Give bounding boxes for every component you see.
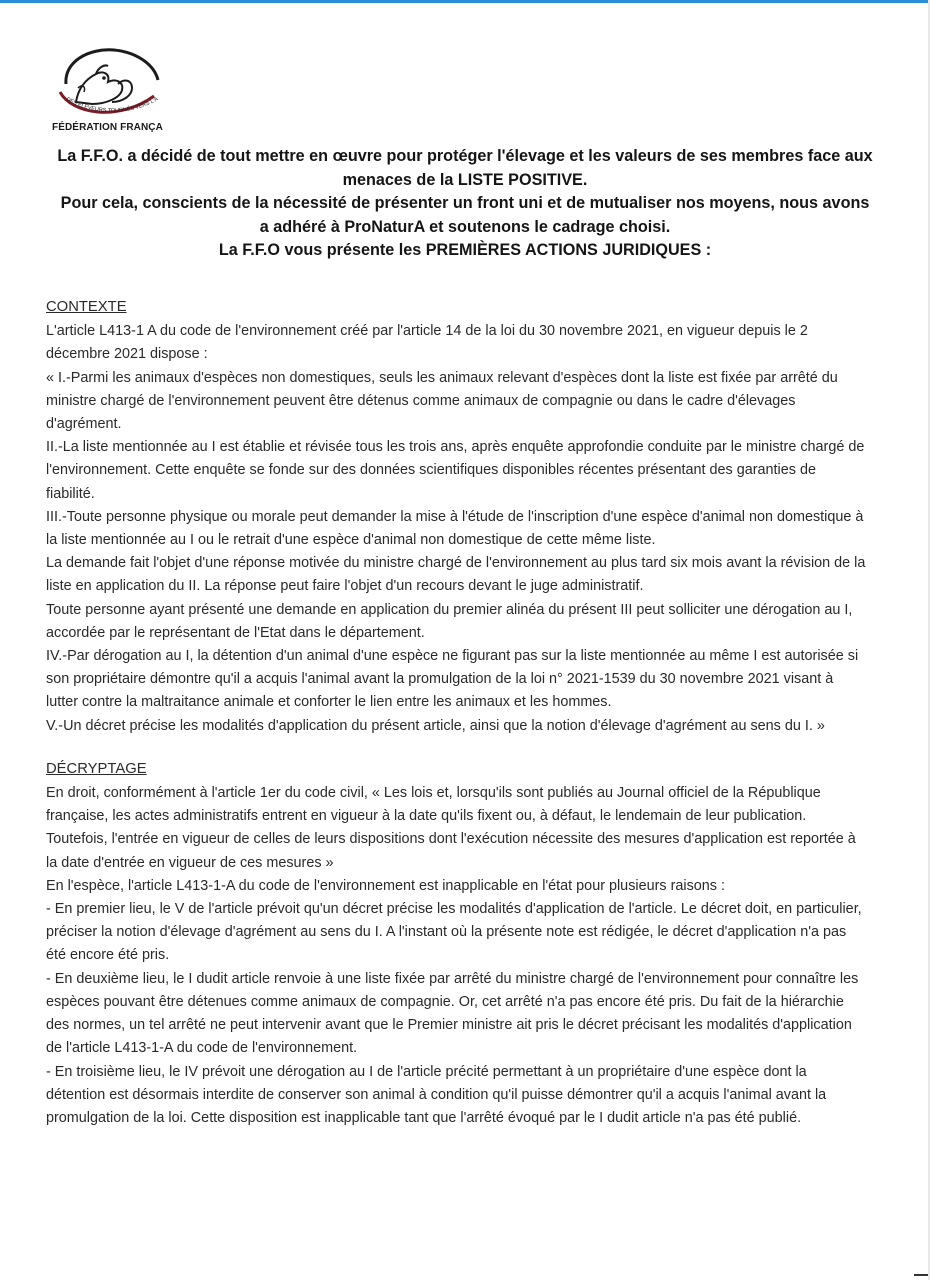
intro-line-3: La F.F.O vous présente les PREMIÈRES ACTIONS JURIDIQUES : (218, 241, 712, 259)
federation-logo (52, 44, 164, 136)
contexte-paragraph: III.-Toute personne physique ou morale peut demander la mise à l'étude de l'inscription d'une espèce d'animal non domestique à la liste mentionnée au I ou le retrait d'une espèce d'animal non domestique de cette même liste. (46, 508, 864, 549)
contexte-heading: CONTEXTE (46, 299, 127, 315)
logo-label: FÉDÉRATION FRANÇA (52, 122, 163, 133)
section-gap (46, 738, 868, 758)
decryptage-paragraph: - En deuxième lieu, le I dudit article renvoie à une liste fixée par arrêté du ministre chargé de l'environnement pour connaître les espèces pouvant être détenues comme animaux de compagnie. Or, cet arrêté n'a pas encore été pris. Du fait de la hiérarchie des normes, un tel arrêté ne peut intervenir avant que le Premier ministre ait pris le décret précisant les modalités d'application de l'article L413-1-A du code de l'environnement. (46, 970, 859, 1057)
decryptage-paragraph: En droit, conformément à l'article 1er du code civil, « Les lois et, lorsqu'ils sont publiés au Journal officiel de la République française, les actes administratifs entrent en vigueur à la date qu'ils fixent ou, à défaut, le lendemain de leur publication. Toutefois, l'entrée en vigueur de celles de leurs dispositions dont l'exécution nécessite des mesures d'application est reportée à la date d'entrée en vigueur de ces mesures » (46, 785, 856, 871)
contexte-paragraph: II.-La liste mentionnée au I est établie et révisée tous les trois ans, après enquête approfondie conduite par le ministre chargé de l'environnement. Cette enquête se fonde sur des données scientifiques disponibles récentes présentant des garanties de fiabilité. (46, 439, 865, 502)
contexte-paragraph: V.-Un décret précise les modalités d'application du présent article, ainsi que la notion d'élevage d'agrément au sens du I. » (46, 717, 825, 734)
logo-motto (64, 96, 160, 120)
contexte-paragraph: IV.-Par dérogation au I, la détention d'un animal d'une espèce ne figurant pas sur la liste mentionnée au même I est autorisée si son propriétaire démontre qu'il a acquis l'animal avant la promulgation de la loi n° 2021-1539 du 30 novembre 2021 visant à lutter contre la maltraitance animale et conforter le lien entre les animaux et les hommes. (46, 648, 859, 711)
intro-statement (40, 145, 890, 263)
intro-line-2: Pour cela, conscients de la nécessité de présenter un front uni et de mutualiser nos moyens, nous avons a adhéré à ProNaturA et soutenons le cadrage choisi. (60, 194, 870, 236)
contexte-section (46, 320, 868, 738)
intro-line-1: La F.F.O. a décidé de tout mettre en œuvre pour protéger l'élevage et les valeurs de ses membres face aux menaces de la LISTE POSITIVE. (57, 147, 873, 189)
decryptage-heading: DÉCRYPTAGE (46, 760, 147, 777)
document-body (46, 296, 868, 1130)
contexte-paragraph: Toute personne ayant présenté une demande en application du premier alinéa du présent III peut solliciter une dérogation au I, accordée par le représentant de l'Etat dans le département. (46, 601, 853, 641)
scan-edge-top (0, 0, 930, 3)
decryptage-paragraph: - En troisième lieu, le IV prévoit une dérogation au I de l'article précité permettant à un propriétaire d'une espèce dont la détention est désormais interdite de conserver son animal à condition qu'il puisse démontrer qu'il a acquis l'animal avant la promulgation de la loi. Cette disposition est inapplicable tant que l'arrêté évoqué par le I dudit article n'a pas été publié. (46, 1063, 827, 1126)
scan-mark (914, 1274, 928, 1276)
decryptage-paragraph: - En premier lieu, le V de l'article prévoit qu'un décret précise les modalités d'application de l'article. Le décret doit, en particulier, préciser la notion d'élevage d'agrément au sens du I. A l'instant où la présente note est rédigée, le décret d'application n'a pas été encore été pris. (46, 901, 862, 964)
contexte-paragraph: « I.-Parmi les animaux d'espèces non domestiques, seuls les animaux relevant d'espèces dont la liste est fixée par arrêté du ministre chargé de l'environnement peuvent être détenus comme animaux de compagnie ou dans le cadre d'élevages d'agrément. (46, 369, 838, 433)
decryptage-paragraph: En l'espèce, l'article L413-1-A du code de l'environnement est inapplicable en l'état pour plusieurs raisons : (46, 877, 725, 894)
decryptage-section (46, 782, 868, 1130)
contexte-paragraph: La demande fait l'objet d'une réponse motivée du ministre chargé de l'environnement au plus tard six mois avant la révision de la liste en application du II. La réponse peut faire l'objet d'un recours devant le juge administratif. (46, 555, 866, 595)
contexte-paragraph: L'article L413-1 A du code de l'environnement créé par l'article 14 de la loi du 30 novembre 2021, en vigueur depuis le 2 décembre 2021 dispose : (46, 323, 808, 363)
svg-text:DES ÉLEVEURS TOURNÉS VERS L'AV: DES ÉLEVEURS TOURNÉS VERS L'A (65, 96, 159, 115)
